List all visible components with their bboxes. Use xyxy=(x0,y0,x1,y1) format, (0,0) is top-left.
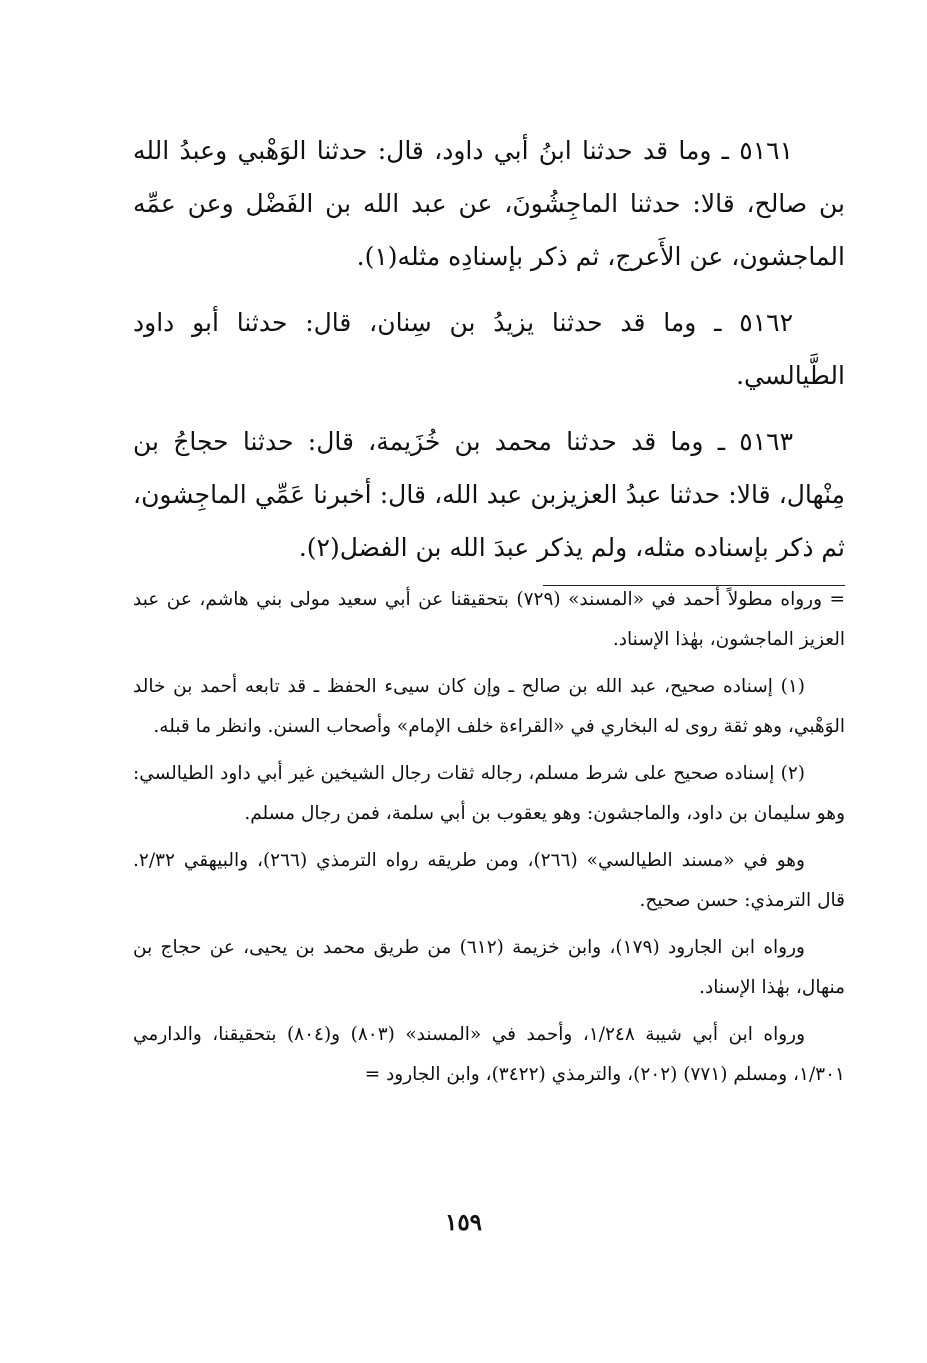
footnote-2-para-3: ورواه ابن الجارود (١٧٩)، وابن خزيمة (٦١٢) من طريق محمد بن يحيى، عن حجاج بن منهال، بهٰذا الإسناد. xyxy=(133,937,845,998)
footnote-2-para-4: ورواه ابن أبي شيبة ١/٢٤٨، وأحمد في «المسند» (٨٠٣) و(٨٠٤) بتحقيقنا، والدارمي ١/٣٠١، ومسلم (٧٧١) (٢٠٢)، والترمذي (٣٤٢٢)، وابن الجارود = xyxy=(133,1024,845,1085)
footnote-1: (١) إسناده صحيح، عبد الله بن صالح ـ وإن كان سيىء الحفظ ـ قد تابعه أحمد بن خالد الوَهْبي، وهو ثقة روى له البخاري في «القراءة خلف الإمام» وأصحاب السنن. وانظر ما قبله. xyxy=(133,676,845,737)
page-number: ١٥٩ xyxy=(444,1209,483,1236)
footnote-2: (٢) إسناده صحيح على شرط مسلم، رجاله ثقات رجال الشيخين غير أبي داود الطيالسي: وهو سليمان بن داود، والماجشون: وهو يعقوب بن أبي سلمة، فمن رجال مسلم. xyxy=(133,763,845,824)
footnotes xyxy=(133,580,845,1095)
hadith-5161: ٥١٦١ ـ وما قد حدثنا ابنُ أبي داود، قال: حدثنا الوَهْبي وعبدُ الله بن صالح، قالا: حدثنا الماجِشُونَ، عن عبد الله بن الفَضْل وعن عمِّه الماجشون، عن الأَعرج، ثم ذكر بإسنادِه مثله(١). xyxy=(133,136,845,271)
hadith-5163: ٥١٦٣ ـ وما قد حدثنا محمد بن خُزَيمة، قال: حدثنا حجاجُ بن مِنْهال، قالا: حدثنا عبدُ العزيزبن عبد الله، قال: أخبرنا عَمِّي الماجِشون، ثم ذكر بإسناده مثله، ولم يذكر عبدَ الله بن الفضل(٢). xyxy=(133,427,846,562)
footnote-continuation: = ورواه مطولاً أحمد في «المسند» (٧٢٩) بتحقيقنا عن أبي سعيد مولى بني هاشم، عن عبد العزيز الماجشون، بهٰذا الإسناد. xyxy=(133,589,845,650)
hadith-5162: ٥١٦٢ ـ وما قد حدثنا يزيدُ بن سِنان، قال: حدثنا أبو داود الطَّيالسي. xyxy=(133,308,845,390)
main-text xyxy=(133,124,845,574)
footnote-2-para-2: وهو في «مسند الطيالسي» (٢٦٦)، ومن طريقه رواه الترمذي (٢٦٦)، والبيهقي ٢/٣٢. قال الترمذي: حسن صحيح. xyxy=(133,850,845,911)
